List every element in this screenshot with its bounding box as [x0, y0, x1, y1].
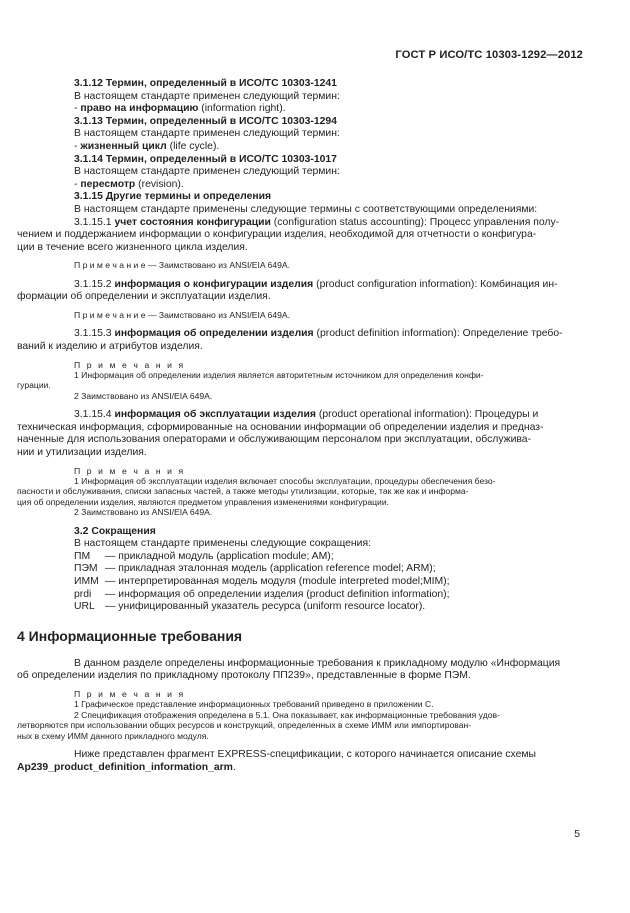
section-4-paragraph-line: Ниже представлен фрагмент EXPRESS-спецификации, с которого начинается описание схемы — [74, 748, 537, 760]
term-definition-line: чением и поддержанием информации о конфигурации изделия, необходимой для отчетности о конфигура- — [17, 229, 537, 241]
note-item: 1 Графическое представление информационных требований приведено в приложении С. — [74, 699, 434, 710]
section-3-1-15-intro: В настоящем стандарте применены следующие термины с соответствующими определениями: — [74, 203, 538, 215]
term-3-1-15-4 — [17, 409, 582, 525]
term-definition-line: 3.1.15.3 информация об определении изделия (product definition information): Определение требо- — [74, 328, 563, 340]
section-4-title: 4 Информационные требования — [17, 627, 243, 644]
section-4-paragraph-line: об определении изделия по прикладному протоколу ПП239», представленные в форме ПЭМ. — [17, 670, 471, 682]
abbreviation-item: ПМ — прикладной модуль (application module; AM); — [74, 550, 334, 562]
note-item: 2 Спецификация отображения определена в 5.1. Она показывает, как информационные требования удов- — [74, 709, 500, 720]
section-3-1-14-term-line: - пересмотр (revision). — [74, 178, 184, 190]
section-3-1-14-intro: В настоящем стандарте применен следующий термин: — [74, 166, 340, 178]
page-number: 5 — [574, 829, 580, 840]
term-note: П р и м е ч а н и е — Заимствовано из ANSI/EIA 649A. — [74, 260, 291, 271]
note-item: летворяются при использовании общих ресурсов и конструкций, определенных в схеме ИММ или импортирован- — [17, 720, 472, 731]
note-item: ция об определении изделия, являются предметом управления изменениями конфигурации. — [17, 496, 390, 507]
section-3-1-14-title: 3.1.14 Термин, определенный в ИСО/ТС 10303-1017 — [74, 153, 337, 165]
notes-heading: П р и м е ч а н и я — [74, 465, 186, 476]
schema-name: Ap239_product_definition_information_arm — [17, 761, 233, 773]
term-definition-line: 3.1.15.4 информация об эксплуатации изделия (product operational information): Процедуры и — [74, 409, 539, 421]
note-item: 2 Заимствовано из ANSI/EIA 649A. — [74, 390, 213, 401]
section-3-1-15-title: 3.1.15 Другие термины и определения — [74, 191, 272, 203]
term-definition-line: 3.1.15.2 информация о конфигурации изделия (product configuration information): Комбинация ин- — [74, 278, 558, 290]
term-definition-line: 3.1.15.1 учет состояния конфигурации (configuration status accounting): Процесс управления полу- — [74, 216, 560, 228]
note-item: ных в схему ИММ данного прикладного модуля. — [17, 730, 209, 741]
section-3-2-intro: В настоящем стандарте применены следующие сокращения: — [74, 538, 371, 550]
term-definition-line: формации об определении и эксплуатации изделия. — [17, 291, 271, 303]
section-3-1-12-term-line: - право на информацию (information right). — [74, 103, 286, 115]
section-4-paragraph-line: В данном разделе определены информационные требования к прикладному модулю «Информация — [74, 657, 561, 669]
abbreviation-item: URL — унифицированный указатель ресурса (uniform resource locator). — [74, 601, 426, 613]
term-name: информация об эксплуатации изделия — [114, 409, 316, 421]
note-item: 1 Информация об эксплуатации изделия включает способы эксплуатации, процедуры обеспечения безо- — [74, 475, 496, 486]
abbreviation-list — [74, 551, 582, 614]
note-item: гурации. — [17, 380, 51, 391]
term-definition-line: техническая информация, сформированные на основании информации об определении изделия и предназ- — [17, 421, 544, 433]
section-3-1-13-term-line: - жизненный цикл (life cycle). — [74, 140, 220, 152]
note-item: 2 Заимствовано из ANSI/EIA 649A. — [74, 507, 213, 518]
term-name: жизненный цикл — [80, 140, 167, 152]
term-name: информация о конфигурации изделия — [114, 278, 314, 290]
note-item: пасности и обслуживания, списки запасных частей, а также методы утилизации, которые, так же как и информа- — [17, 486, 469, 497]
term-note: П р и м е ч а н и е — Заимствовано из ANSI/EIA 649A. — [74, 309, 291, 320]
term-definition-line: наченные для использования операторами и обслуживающим персоналом при эксплуатации, обслужива- — [17, 434, 532, 446]
page-content — [17, 78, 582, 774]
section-4-paragraph-line: Ap239_product_definition_information_arm. — [17, 761, 236, 773]
abbreviation-item: ИММ — интерпретированная модель модуля (module interpreted model;MIM); — [74, 575, 450, 587]
term-name: пересмотр — [80, 178, 136, 190]
section-3-2-title: 3.2 Сокращения — [74, 525, 156, 537]
notes-heading: П р и м е ч а н и я — [74, 688, 186, 699]
term-definition-line: ции в течение всего жизненного цикла изделия. — [17, 241, 248, 253]
term-3-1-15-3 — [17, 328, 582, 409]
section-3-1-13-intro: В настоящем стандарте применен следующий термин: — [74, 128, 340, 140]
note-item: 1 Информация об определении изделия является авторитетным источником для определения конфи- — [74, 369, 484, 380]
abbreviation-item: prdi — информация об определении изделия (product definition information); — [74, 588, 450, 600]
term-name: право на информацию — [80, 103, 199, 115]
abbreviation-item: ПЭМ — прикладная эталонная модель (application reference model; ARM); — [74, 563, 436, 575]
notes-heading: П р и м е ч а н и я — [74, 359, 186, 370]
term-3-1-15-1 — [17, 217, 582, 279]
section-4 — [17, 628, 582, 774]
section-3-1-12-intro: В настоящем стандарте применен следующий термин: — [74, 90, 340, 102]
term-definition-line: ваний к изделию и атрибутов изделия. — [17, 340, 203, 352]
section-3-1-13-title: 3.1.13 Термин, определенный в ИСО/ТС 10303-1294 — [74, 115, 337, 127]
document-header: ГОСТ Р ИСО/ТС 10303-1292—2012 — [395, 49, 583, 61]
term-3-1-15-2 — [17, 279, 582, 329]
section-3-1-12-title: 3.1.12 Термин, определенный в ИСО/ТС 10303-1241 — [74, 78, 337, 89]
term-name: учет состояния конфигурации — [114, 216, 271, 228]
term-definition-line: нии и утилизации изделия. — [17, 446, 147, 458]
term-name: информация об определении изделия — [114, 328, 314, 340]
